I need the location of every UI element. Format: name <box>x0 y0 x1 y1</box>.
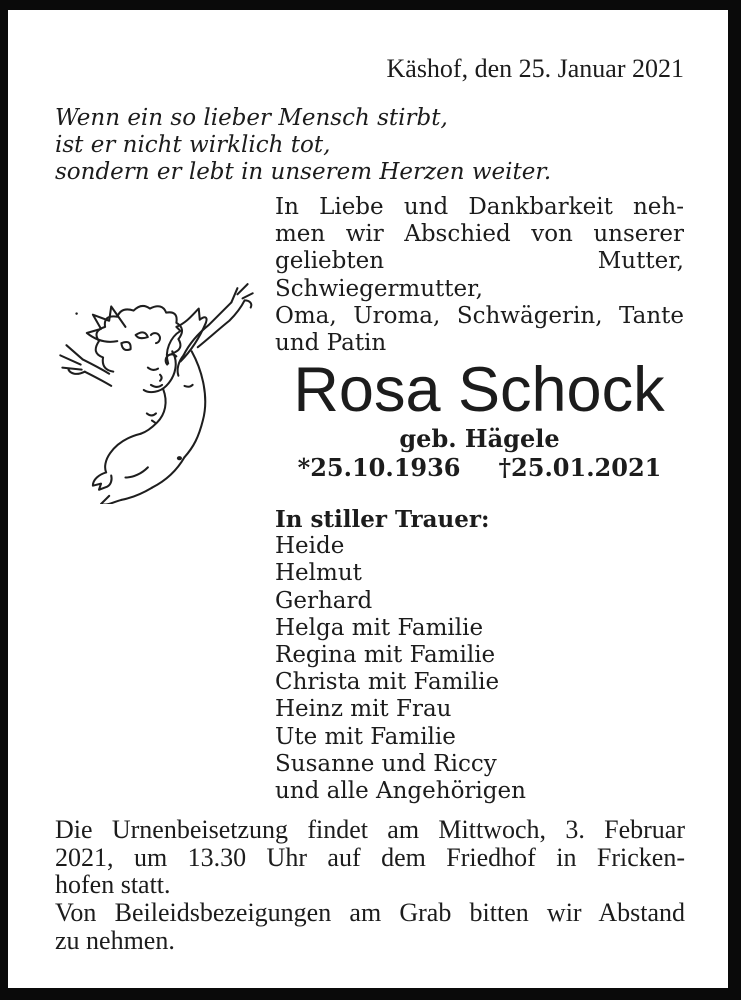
memorial-quote <box>55 105 551 186</box>
intro-line: und Patin <box>275 330 387 357</box>
funeral-line: Von Beileidsbezeigungen am Grab bitten wir Abstand <box>55 898 685 928</box>
mourners-list <box>275 506 684 805</box>
mourner-name: Helmut <box>275 560 362 587</box>
mourner-name: Helga mit Familie <box>275 614 484 641</box>
quote-line: sondern er lebt in unserem Herzen weiter. <box>55 159 552 185</box>
cherub-angel-illustration <box>48 278 264 509</box>
intro-line: Oma, Uroma, Schwägerin, Tante <box>275 302 684 329</box>
mourners-heading: In stiller Trauer: <box>275 506 490 533</box>
intro-line: In Liebe und Dankbarkeit neh- <box>275 194 684 220</box>
quote-line: ist er nicht wirklich tot, <box>55 132 331 158</box>
mourner-name: Christa mit Familie <box>275 669 500 696</box>
birth-date: *25.10.1936 <box>297 453 461 482</box>
mourner-name: Ute mit Familie <box>275 723 456 750</box>
funeral-line: zu nehmen. <box>55 925 175 955</box>
mourner-name: und alle Angehörigen <box>275 778 526 805</box>
intro-line: geliebten Mutter, Schwiegermutter, <box>275 248 684 302</box>
mourner-name: Gerhard <box>275 587 373 614</box>
life-dates <box>275 454 684 482</box>
intro-line: men wir Abschied von unserer <box>275 221 684 248</box>
quote-line: Wenn ein so lieber Mensch stirbt, <box>55 105 448 131</box>
mourner-name: Susanne und Riccy <box>275 750 497 777</box>
dateline: Käshof, den 25. Januar 2021 <box>386 54 684 83</box>
death-date: †25.01.2021 <box>498 453 662 482</box>
funeral-line: Die Urnenbeisetzung findet am Mittwoch, 3. Februar <box>55 815 685 844</box>
intro-paragraph <box>275 194 684 357</box>
funeral-announcement <box>55 816 685 955</box>
funeral-line: 2021, um 13.30 Uhr auf dem Friedhof in Fricken- <box>55 842 685 872</box>
deceased-name: Rosa Schock <box>293 355 665 425</box>
maiden-name: geb. Hägele <box>399 424 560 453</box>
mourner-name: Regina mit Familie <box>275 642 496 669</box>
mourner-name: Heinz mit Frau <box>275 696 452 723</box>
mourner-name: Heide <box>275 533 345 560</box>
cherub-angel-icon <box>48 278 264 504</box>
funeral-line: hofen statt. <box>55 870 171 900</box>
